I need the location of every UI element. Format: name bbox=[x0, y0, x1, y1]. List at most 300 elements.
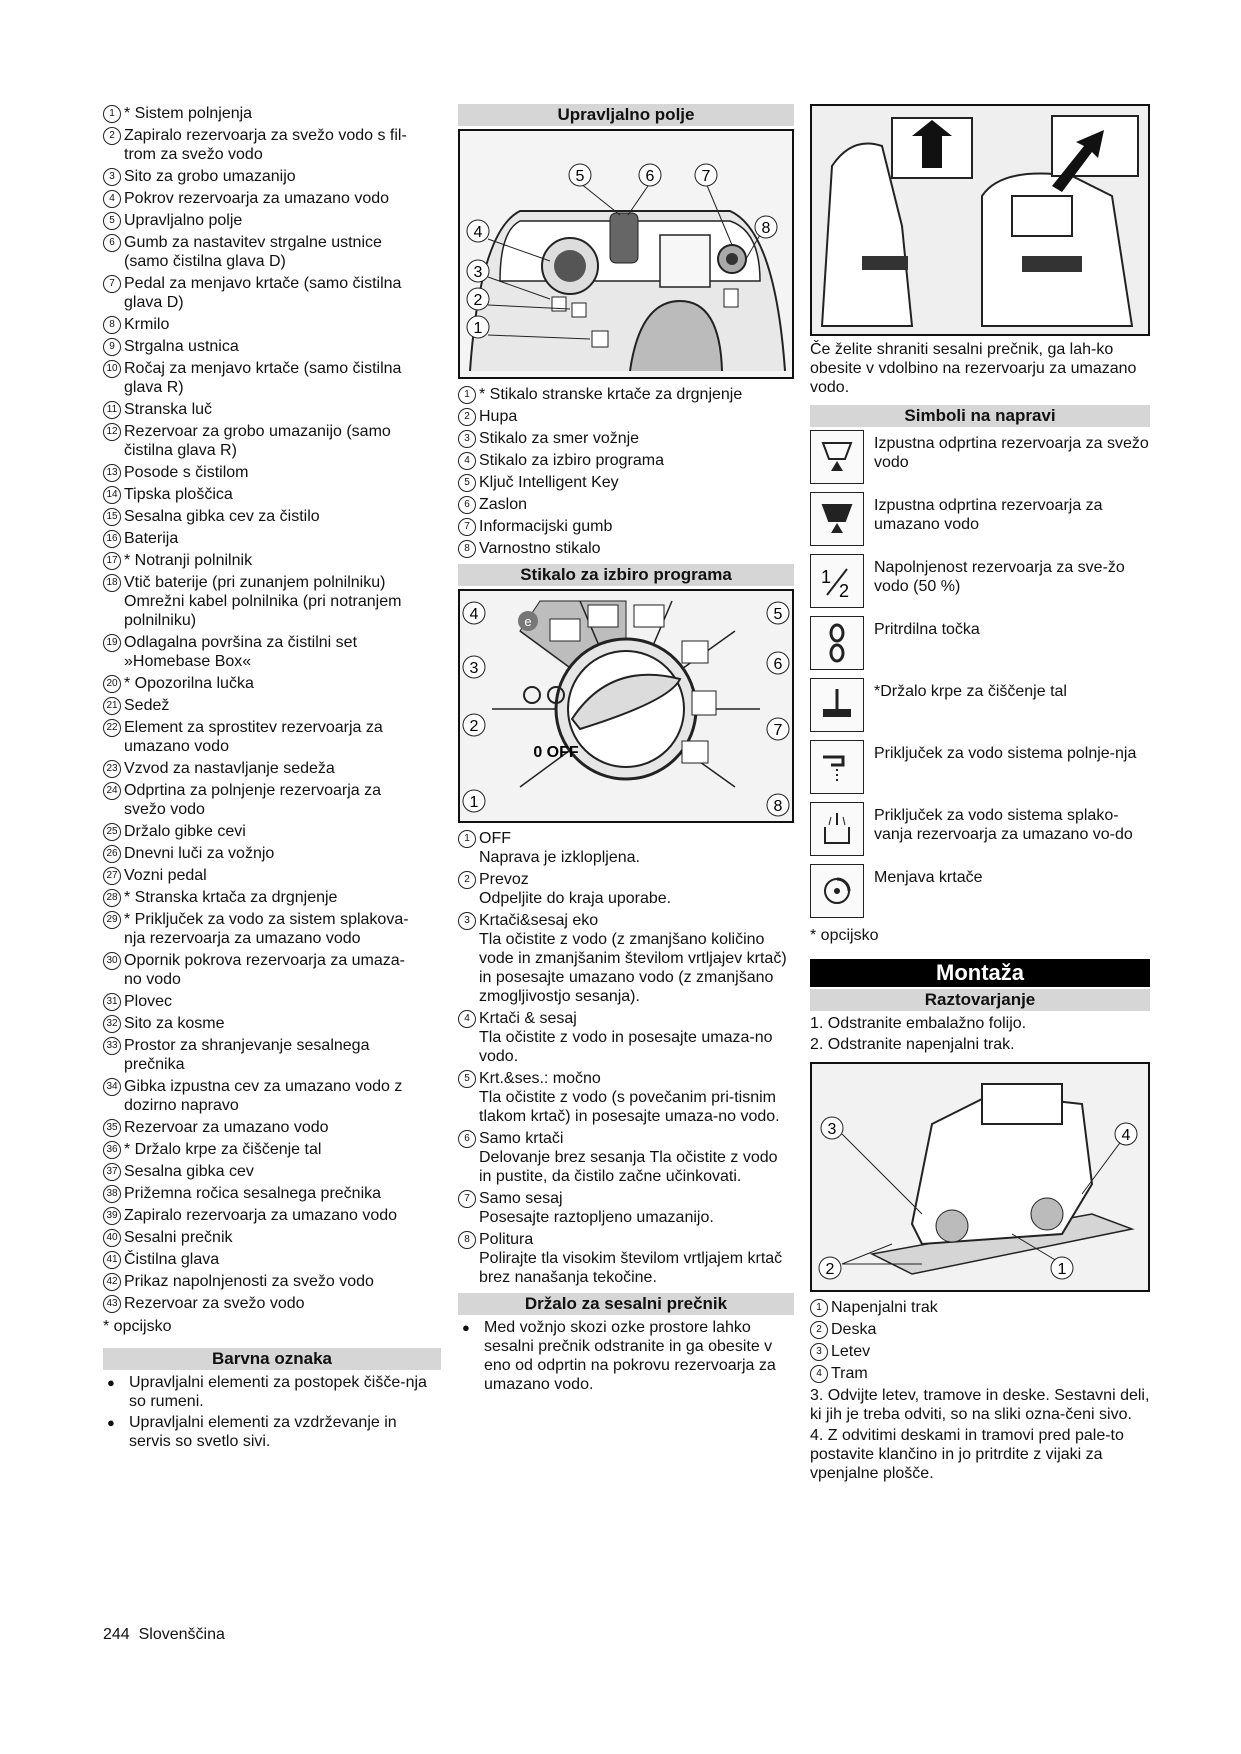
item-text bbox=[479, 1189, 794, 1227]
step-text: 2. Odstranite napenjalni trak. bbox=[810, 1036, 1015, 1053]
column-1 bbox=[103, 104, 441, 1453]
item-text bbox=[124, 485, 441, 504]
list-item bbox=[458, 1069, 794, 1126]
item-text bbox=[124, 422, 441, 460]
item-line: Samo sesaj bbox=[479, 1190, 563, 1207]
list-item bbox=[810, 1342, 1150, 1361]
item-line: Odlagalna površina za čistilni set bbox=[124, 634, 358, 651]
item-text bbox=[124, 1228, 441, 1247]
bullet-dot: ● bbox=[107, 1375, 115, 1390]
program-switch-illustration bbox=[460, 591, 792, 821]
item-line: Pedal za menjavo krtače (samo čistilna bbox=[124, 275, 402, 292]
item-number-badge: 3 bbox=[103, 168, 121, 186]
page-footer bbox=[103, 1626, 225, 1644]
fresh-water-drain-icon bbox=[810, 430, 864, 484]
list-item bbox=[458, 539, 794, 558]
list-item bbox=[103, 1206, 441, 1225]
list-item bbox=[103, 1294, 441, 1313]
list-item bbox=[103, 551, 441, 570]
item-number-badge: 25 bbox=[103, 823, 121, 841]
item-number-badge: 1 bbox=[810, 1299, 828, 1317]
list-item bbox=[103, 1014, 441, 1033]
list-item bbox=[103, 274, 441, 312]
svg-text:2: 2 bbox=[839, 581, 850, 601]
pallet-callout-3: 3 bbox=[827, 1121, 837, 1138]
selector-callout-6: 6 bbox=[773, 656, 783, 673]
item-line: Napenjalni trak bbox=[831, 1299, 938, 1316]
list-item bbox=[103, 485, 441, 504]
selector-callout-2: 2 bbox=[469, 718, 479, 735]
item-number-badge: 8 bbox=[103, 316, 121, 334]
item-line: polnilniku) bbox=[124, 612, 197, 629]
intro-text: Če želite shraniti sesalni prečnik, ga lah-ko obesite v vdolbino na rezervoarju za umazano vodo. bbox=[810, 341, 1137, 396]
step-text: 3. Odvijte letev, tramove in deske. Sestavni deli, ki jih je treba odviti, so na sliki ozna-čeni sivo. bbox=[810, 1387, 1150, 1423]
item-line: * Notranji polnilnik bbox=[124, 552, 253, 569]
item-line: Zapiralo rezervoarja za svežo vodo s fil- bbox=[124, 127, 407, 144]
item-text bbox=[479, 1230, 794, 1287]
list-item bbox=[103, 866, 441, 885]
item-line: Sito za grobo umazanijo bbox=[124, 168, 296, 185]
item-text bbox=[124, 633, 441, 671]
selector-callout-4: 4 bbox=[469, 606, 479, 623]
program-switch-figure bbox=[458, 589, 794, 823]
panel-callout-5: 5 bbox=[575, 168, 585, 185]
item-number-badge: 22 bbox=[103, 719, 121, 737]
item-number-badge: 1 bbox=[103, 105, 121, 123]
item-line: Element za sprostitev rezervoarja za bbox=[124, 719, 383, 736]
symbol-description: Izpustna odprtina rezervoarja za svežo vodo bbox=[874, 435, 1149, 471]
panel-callout-4: 4 bbox=[473, 224, 483, 241]
squeegee-storage-figure bbox=[810, 104, 1150, 336]
list-item bbox=[458, 407, 794, 426]
item-number-badge: 41 bbox=[103, 1251, 121, 1269]
list-item bbox=[103, 104, 441, 123]
item-number-badge: 30 bbox=[103, 952, 121, 970]
mop-holder-icon bbox=[810, 678, 864, 732]
list-item bbox=[103, 233, 441, 271]
item-number-badge: 12 bbox=[103, 423, 121, 441]
item-number-badge: 26 bbox=[103, 845, 121, 863]
item-number-badge: 2 bbox=[810, 1321, 828, 1339]
list-item bbox=[810, 1320, 1150, 1339]
item-description: Naprava je izklopljena. bbox=[479, 849, 640, 866]
item-number-badge: 1 bbox=[458, 386, 476, 404]
list-item bbox=[458, 870, 794, 908]
item-number-badge: 24 bbox=[103, 782, 121, 800]
item-line: Ročaj za menjavo krtače (samo čistilna bbox=[124, 360, 402, 377]
optional-note: * opcijsko bbox=[103, 1318, 172, 1335]
item-text bbox=[124, 529, 441, 548]
item-number-badge: 21 bbox=[103, 697, 121, 715]
list-item bbox=[103, 507, 441, 526]
item-description: Odpeljite do kraja uporabe. bbox=[479, 890, 672, 907]
item-text bbox=[124, 674, 441, 693]
list-item bbox=[458, 473, 794, 492]
item-text bbox=[124, 104, 441, 123]
item-line: * Sistem polnjenja bbox=[124, 105, 253, 122]
item-line: Politura bbox=[479, 1231, 534, 1248]
list-item bbox=[103, 1184, 441, 1203]
list-item bbox=[103, 126, 441, 164]
item-line: dozirno napravo bbox=[124, 1097, 239, 1114]
list-item bbox=[103, 822, 441, 841]
item-line: »Homebase Box« bbox=[124, 653, 252, 670]
item-text bbox=[124, 951, 441, 989]
item-line: glava D) bbox=[124, 294, 184, 311]
pallet-callout-1: 1 bbox=[1057, 1261, 1067, 1278]
list-item bbox=[103, 211, 441, 230]
unloading-steps-b bbox=[810, 1386, 1150, 1483]
item-text bbox=[479, 495, 794, 514]
list-item bbox=[103, 759, 441, 778]
pallet-list bbox=[810, 1298, 1150, 1383]
item-line: Prikaz napolnjenosti za svežo vodo bbox=[124, 1273, 374, 1290]
item-number-badge: 3 bbox=[810, 1343, 828, 1361]
item-line: Sesalna gibka cev za čistilo bbox=[124, 508, 320, 525]
symbol-row bbox=[810, 678, 1150, 734]
item-line: Gibka izpustna cev za umazano vodo z bbox=[124, 1078, 403, 1095]
item-line: Baterija bbox=[124, 530, 179, 547]
symbol-description: Menjava krtače bbox=[874, 869, 983, 886]
item-line: Prevoz bbox=[479, 871, 529, 888]
item-number-badge: 17 bbox=[103, 552, 121, 570]
color-bullet bbox=[103, 1373, 441, 1411]
item-text bbox=[124, 992, 441, 1011]
item-text bbox=[831, 1342, 1150, 1361]
page-number: 244 bbox=[103, 1626, 130, 1643]
item-text bbox=[124, 910, 441, 948]
list-item bbox=[103, 529, 441, 548]
column-2 bbox=[458, 104, 794, 1396]
item-text bbox=[124, 1294, 441, 1313]
item-line: Samo krtači bbox=[479, 1130, 564, 1147]
item-number-badge: 6 bbox=[103, 234, 121, 252]
item-number-badge: 2 bbox=[458, 871, 476, 889]
item-text bbox=[479, 407, 794, 426]
item-line: svežo vodo bbox=[124, 801, 205, 818]
item-text bbox=[124, 189, 441, 208]
item-text bbox=[479, 473, 794, 492]
item-number-badge: 15 bbox=[103, 508, 121, 526]
unloading-heading: Raztovarjanje bbox=[810, 989, 1150, 1011]
item-line: Tram bbox=[831, 1365, 868, 1382]
item-line: Prižemna ročica sesalnega prečnika bbox=[124, 1185, 382, 1202]
assembly-heading: Montaža bbox=[810, 959, 1150, 987]
rinse-icon bbox=[810, 802, 864, 856]
list-item bbox=[103, 167, 441, 186]
item-text bbox=[124, 1184, 441, 1203]
panel-callout-2: 2 bbox=[473, 292, 483, 309]
list-item bbox=[103, 718, 441, 756]
pallet-figure bbox=[810, 1062, 1150, 1292]
item-text bbox=[124, 359, 441, 397]
list-item bbox=[103, 1272, 441, 1291]
unloading-steps-a bbox=[810, 1014, 1150, 1054]
item-number-badge: 10 bbox=[103, 360, 121, 378]
panel-callout-6: 6 bbox=[645, 168, 655, 185]
item-number-badge: 7 bbox=[103, 275, 121, 293]
item-line: Prostor za shranjevanje sesalnega bbox=[124, 1037, 370, 1054]
item-number-badge: 43 bbox=[103, 1295, 121, 1313]
item-line: Vozni pedal bbox=[124, 867, 207, 884]
item-line: Tipska ploščica bbox=[124, 486, 233, 503]
program-switch-heading: Stikalo za izbiro programa bbox=[458, 564, 794, 586]
item-line: * Opozorilna lučka bbox=[124, 675, 254, 692]
control-panel-heading: Upravljalno polje bbox=[458, 104, 794, 126]
item-text bbox=[479, 1009, 794, 1066]
symbol-description: Pritrdilna točka bbox=[874, 621, 980, 638]
svg-text:1: 1 bbox=[821, 567, 832, 587]
symbols-heading: Simboli na napravi bbox=[810, 405, 1150, 427]
list-item bbox=[103, 463, 441, 482]
list-item bbox=[103, 359, 441, 397]
holder-bullet bbox=[458, 1318, 794, 1394]
item-number-badge: 7 bbox=[458, 1190, 476, 1208]
pallet-callout-4: 4 bbox=[1121, 1127, 1131, 1144]
eco-badge: e bbox=[524, 614, 532, 629]
item-text bbox=[124, 696, 441, 715]
item-number-badge: 20 bbox=[103, 675, 121, 693]
item-text bbox=[124, 551, 441, 570]
list-item bbox=[458, 517, 794, 536]
item-line: Krtači&sesaj eko bbox=[479, 912, 599, 929]
item-number-badge: 7 bbox=[458, 518, 476, 536]
list-item bbox=[103, 888, 441, 907]
item-number-badge: 19 bbox=[103, 634, 121, 652]
item-text bbox=[124, 1036, 441, 1074]
item-text bbox=[479, 451, 794, 470]
item-description: Tla očistite z vodo in posesajte umaza-no vodo. bbox=[479, 1029, 773, 1065]
item-text bbox=[124, 1206, 441, 1225]
list-item bbox=[103, 1036, 441, 1074]
list-item bbox=[103, 1118, 441, 1137]
item-text bbox=[124, 1014, 441, 1033]
symbol-row bbox=[810, 554, 1150, 610]
item-number-badge: 5 bbox=[103, 212, 121, 230]
item-number-badge: 33 bbox=[103, 1037, 121, 1055]
list-item bbox=[103, 573, 441, 630]
panel-callout-1: 1 bbox=[473, 320, 483, 337]
item-number-badge: 9 bbox=[103, 338, 121, 356]
item-line: Sesalni prečnik bbox=[124, 1229, 233, 1246]
off-label: 0 OFF bbox=[533, 744, 579, 761]
item-text bbox=[124, 211, 441, 230]
item-text bbox=[124, 463, 441, 482]
item-description: Polirajte tla visokim številom vrtljajem krtač brez nanašanja tekočine. bbox=[479, 1250, 783, 1286]
selector-callout-3: 3 bbox=[469, 660, 479, 677]
item-number-badge: 3 bbox=[458, 430, 476, 448]
item-line: Informacijski gumb bbox=[479, 518, 613, 535]
item-line: Rezervoar za umazano vodo bbox=[124, 1119, 329, 1136]
half-fill-icon bbox=[810, 554, 864, 608]
item-line: Strgalna ustnica bbox=[124, 338, 239, 355]
item-number-badge: 1 bbox=[458, 830, 476, 848]
item-line: Vtič baterije (pri zunanjem polnilniku) bbox=[124, 574, 386, 591]
item-line: Sesalna gibka cev bbox=[124, 1163, 254, 1180]
list-item bbox=[103, 844, 441, 863]
symbol-row bbox=[810, 802, 1150, 858]
item-line: Stranska luč bbox=[124, 401, 213, 418]
list-item bbox=[103, 633, 441, 671]
symbol-description: Napolnjenost rezervoarja za sve-žo vodo (50 %) bbox=[874, 559, 1125, 595]
item-number-badge: 4 bbox=[103, 190, 121, 208]
item-number-badge: 8 bbox=[458, 1231, 476, 1249]
list-item bbox=[103, 1228, 441, 1247]
symbol-row bbox=[810, 864, 1150, 920]
item-line: Stikalo za izbiro programa bbox=[479, 452, 664, 469]
program-list bbox=[458, 829, 794, 1287]
item-text bbox=[124, 507, 441, 526]
item-text bbox=[479, 539, 794, 558]
item-line: Plovec bbox=[124, 993, 173, 1010]
item-line: Dnevni luči za vožnjo bbox=[124, 845, 275, 862]
list-item bbox=[103, 400, 441, 419]
item-text bbox=[124, 233, 441, 271]
item-number-badge: 2 bbox=[103, 127, 121, 145]
list-item bbox=[103, 674, 441, 693]
item-line: Rezervoar za grobo umazanijo (samo bbox=[124, 423, 391, 440]
symbol-row bbox=[810, 740, 1150, 796]
panel-callout-7: 7 bbox=[701, 168, 711, 185]
panel-callout-8: 8 bbox=[761, 220, 771, 237]
component-list bbox=[103, 104, 441, 1313]
bullet-dot: ● bbox=[462, 1320, 470, 1335]
control-panel-list bbox=[458, 385, 794, 558]
item-line: no vodo bbox=[124, 971, 181, 988]
item-text bbox=[124, 844, 441, 863]
dirty-water-drain-icon bbox=[810, 492, 864, 546]
item-text bbox=[479, 829, 794, 867]
item-line: * Stikalo stranske krtače za drgnjenje bbox=[479, 386, 743, 403]
item-line: Krt.&ses.: močno bbox=[479, 1070, 601, 1087]
item-text bbox=[124, 781, 441, 819]
list-item bbox=[103, 1162, 441, 1181]
item-number-badge: 16 bbox=[103, 530, 121, 548]
list-item bbox=[458, 1189, 794, 1227]
item-text bbox=[124, 1077, 441, 1115]
color-code-heading: Barvna oznaka bbox=[103, 1348, 441, 1370]
item-description: Posesajte raztopljeno umazanijo. bbox=[479, 1209, 714, 1226]
list-item bbox=[458, 911, 794, 1006]
item-number-badge: 35 bbox=[103, 1119, 121, 1137]
item-text bbox=[479, 429, 794, 448]
item-text bbox=[124, 400, 441, 419]
symbol-row bbox=[810, 492, 1150, 548]
item-line: Krtači & sesaj bbox=[479, 1010, 577, 1027]
symbol-row bbox=[810, 430, 1150, 486]
item-number-badge: 42 bbox=[103, 1273, 121, 1291]
item-line: Upravljalno polje bbox=[124, 212, 243, 229]
item-line: nja rezervoarja za umazano vodo bbox=[124, 930, 361, 947]
list-item bbox=[458, 1009, 794, 1066]
item-line: Pokrov rezervoarja za umazano vodo bbox=[124, 190, 390, 207]
footer-language: Slovenščina bbox=[138, 1626, 225, 1643]
list-item bbox=[103, 1250, 441, 1269]
item-line: Letev bbox=[831, 1343, 871, 1360]
list-item bbox=[458, 451, 794, 470]
item-number-badge: 27 bbox=[103, 867, 121, 885]
color-bullet bbox=[103, 1413, 441, 1451]
bullet-dot: ● bbox=[107, 1415, 115, 1430]
item-text bbox=[124, 822, 441, 841]
pallet-illustration bbox=[812, 1064, 1148, 1290]
selector-callout-7: 7 bbox=[773, 722, 783, 739]
item-number-badge: 36 bbox=[103, 1141, 121, 1159]
item-number-badge: 34 bbox=[103, 1078, 121, 1096]
list-item bbox=[103, 951, 441, 989]
item-number-badge: 14 bbox=[103, 486, 121, 504]
list-item bbox=[103, 315, 441, 334]
item-text bbox=[479, 911, 794, 1006]
item-number-badge: 4 bbox=[810, 1365, 828, 1383]
list-item bbox=[103, 1077, 441, 1115]
item-line: Rezervoar za svežo vodo bbox=[124, 1295, 305, 1312]
item-line: Zapiralo rezervoarja za umazano vodo bbox=[124, 1207, 398, 1224]
selector-callout-5: 5 bbox=[773, 606, 783, 623]
list-item bbox=[103, 781, 441, 819]
list-item bbox=[103, 910, 441, 948]
item-text bbox=[124, 573, 441, 630]
item-line: (samo čistilna glava D) bbox=[124, 253, 286, 270]
holder-bullet-text: Med vožnjo skozi ozke prostore lahko sesalni prečnik odstranite in ga obesite v eno od odprtin na pokrovu rezervoarja za umazano vodo. bbox=[484, 1319, 776, 1393]
holder-heading: Držalo za sesalni prečnik bbox=[458, 1293, 794, 1315]
item-text bbox=[124, 167, 441, 186]
panel-callout-3: 3 bbox=[473, 264, 483, 281]
item-line: Gumb za nastavitev strgalne ustnice bbox=[124, 234, 382, 251]
item-number-badge: 5 bbox=[458, 1070, 476, 1088]
brush-change-icon bbox=[810, 864, 864, 918]
item-line: Opornik pokrova rezervoarja za umaza- bbox=[124, 952, 406, 969]
item-number-badge: 39 bbox=[103, 1207, 121, 1225]
item-line: * Stranska krtača za drgnjenje bbox=[124, 889, 338, 906]
item-description: Tla očistite z vodo (s povečanim pri-tisnim tlakom krtač) in posesajte umaza-no vodo. bbox=[479, 1089, 780, 1125]
item-text bbox=[831, 1364, 1150, 1383]
item-number-badge: 29 bbox=[103, 911, 121, 929]
list-item bbox=[103, 992, 441, 1011]
step-text: 4. Z odvitimi deskami in tramovi pred pale-to postavite klančino in jo pritrdite z vijaki za vpenjalne plošče. bbox=[810, 1427, 1124, 1482]
list-item bbox=[458, 829, 794, 867]
symbol-description: Priključek za vodo sistema splako-vanja rezervoarja za umazano vo-do bbox=[874, 807, 1133, 843]
item-text bbox=[124, 1272, 441, 1291]
item-number-badge: 28 bbox=[103, 889, 121, 907]
item-line: Sedež bbox=[124, 697, 170, 714]
item-number-badge: 4 bbox=[458, 452, 476, 470]
bullet-text: Upravljalni elementi za vzdrževanje in servis so svetlo sivi. bbox=[129, 1414, 397, 1450]
symbol-row bbox=[810, 616, 1150, 672]
list-item bbox=[103, 337, 441, 356]
item-number-badge: 2 bbox=[458, 408, 476, 426]
item-number-badge: 3 bbox=[458, 912, 476, 930]
selector-callout-1: 1 bbox=[469, 794, 479, 811]
list-item bbox=[103, 422, 441, 460]
item-line: umazano vodo bbox=[124, 738, 229, 755]
item-text bbox=[479, 517, 794, 536]
control-panel-figure bbox=[458, 129, 794, 379]
item-line: Odprtina za polnjenje rezervoarja za bbox=[124, 782, 382, 799]
item-text bbox=[124, 1162, 441, 1181]
list-item bbox=[458, 1129, 794, 1186]
squeegee-storage-illustration bbox=[812, 106, 1148, 334]
item-description: Delovanje brez sesanja Tla očistite z vodo in pustite, da čistilo začne učinkovati. bbox=[479, 1149, 778, 1185]
item-text bbox=[124, 1140, 441, 1159]
item-number-badge: 31 bbox=[103, 993, 121, 1011]
chain-icon bbox=[810, 616, 864, 670]
item-text bbox=[124, 315, 441, 334]
item-line: Deska bbox=[831, 1321, 877, 1338]
item-text bbox=[124, 1250, 441, 1269]
bullet-text: Upravljalni elementi za postopek čišče-nja so rumeni. bbox=[129, 1374, 427, 1410]
item-line: trom za svežo vodo bbox=[124, 146, 263, 163]
